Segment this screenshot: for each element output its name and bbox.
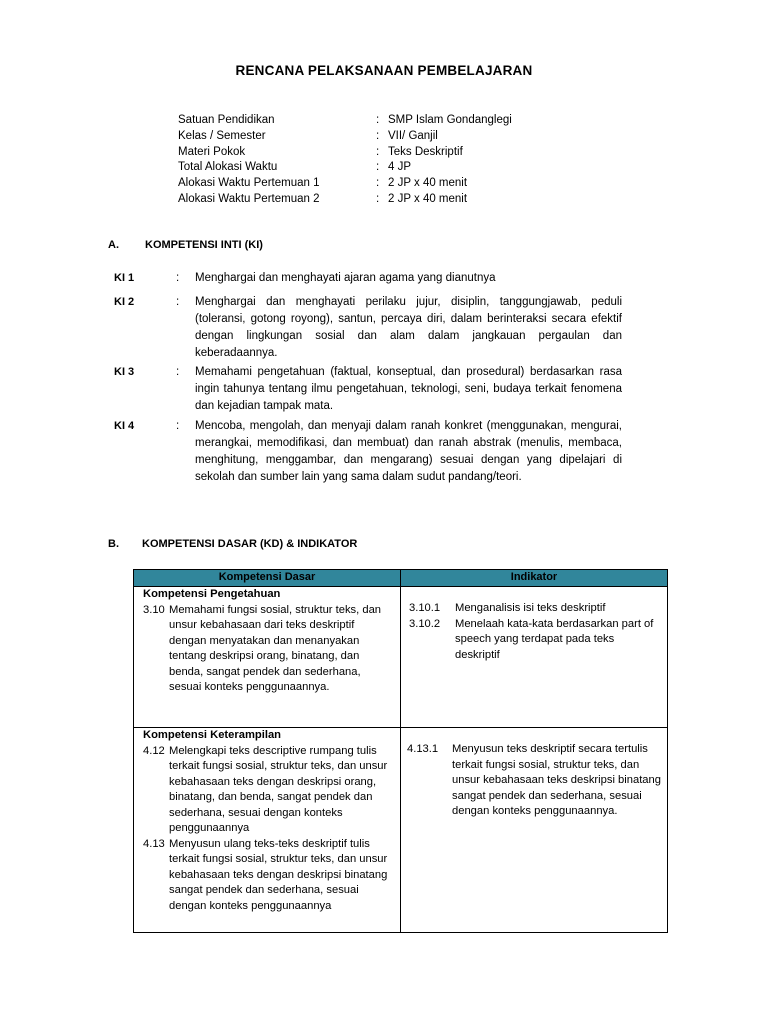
header-indikator: Indikator — [401, 570, 668, 587]
section-b-heading — [108, 538, 508, 554]
indikator-number: 3.10.2 — [409, 617, 441, 630]
table-row — [134, 587, 668, 728]
ki-item — [114, 270, 622, 287]
ki-text: Menghargai dan menghayati perilaku jujur, disiplin, tanggungjawab, peduli (toleransi, gotong royong), santun, percaya diri, dalam berinteraksi secara efektif dengan lingkungan sosial dan alam dalam jangkauan pergaulan dan keberadaannya. — [195, 296, 622, 359]
info-colon: : — [376, 145, 380, 158]
indikator-item — [409, 601, 667, 617]
info-value: 2 JP x 40 menit — [388, 177, 468, 190]
info-colon: : — [376, 114, 380, 126]
kd-number: 3.10 — [143, 603, 165, 616]
ki-colon: : — [176, 296, 180, 308]
kd-number: 4.13 — [143, 837, 165, 850]
info-label: Kelas / Semester — [178, 129, 266, 142]
ki-text: Menghargai dan menghayati ajaran agama yang dianutnya — [195, 272, 496, 284]
info-value: 2 JP x 40 menit — [388, 192, 468, 205]
info-row — [178, 192, 512, 208]
info-row — [178, 145, 512, 161]
indikator-item — [407, 742, 667, 820]
ki-item — [114, 294, 622, 362]
indikator-cell — [401, 728, 668, 933]
info-colon: : — [376, 192, 380, 205]
header-kompetensi-dasar: Kompetensi Dasar — [134, 570, 401, 587]
section-letter: B. — [108, 538, 119, 550]
info-value: Teks Deskriptif — [388, 145, 463, 158]
ki-colon: : — [176, 420, 180, 432]
info-label: Alokasi Waktu Pertemuan 1 — [178, 177, 320, 190]
info-value: SMP Islam Gondanglegi — [388, 114, 512, 126]
table-header-row — [134, 570, 668, 587]
kd-indikator-table — [133, 569, 668, 933]
ki-label: KI 4 — [114, 420, 135, 432]
kd-text: Melengkapi teks descriptive rumpang tulis terkait fungsi sosial, struktur teks, dan unsur kebahasaan teks dengan deskripsi orang, binatang, dan benda, sangat pendek dan sederhana, sesuai dengan konteks penggunaannya — [169, 744, 388, 834]
info-row — [178, 113, 512, 129]
kd-item — [134, 837, 400, 915]
ki-label: KI 2 — [114, 296, 135, 308]
category-label: Kompetensi Keterampilan — [143, 729, 282, 741]
kd-item — [134, 603, 400, 696]
kd-item — [134, 744, 400, 837]
ki-text: Memahami pengetahuan (faktual, konseptual, dan prosedural) berdasarkan rasa ingin tahunya tentang ilmu pengetahuan, teknologi, seni, budaya terkait fenomena dan kejadian tampak mata. — [195, 366, 622, 412]
identity-info — [178, 113, 512, 208]
info-row — [178, 129, 512, 145]
indikator-item — [409, 617, 667, 664]
indikator-number: 4.13.1 — [407, 743, 439, 755]
indikator-cell — [401, 587, 668, 728]
ki-label: KI 3 — [114, 366, 135, 378]
info-colon: : — [376, 161, 380, 174]
ki-label: KI 1 — [114, 272, 135, 284]
info-label: Alokasi Waktu Pertemuan 2 — [178, 192, 320, 205]
indikator-text: Menganalisis isi teks deskriptif — [455, 602, 606, 614]
info-colon: : — [376, 129, 380, 142]
indikator-text: Menelaah kata-kata berdasarkan part of speech yang terdapat pada teks deskriptif — [455, 617, 654, 661]
info-value: VII/ Ganjil — [388, 129, 438, 142]
section-title: KOMPETENSI DASAR (KD) & INDIKATOR — [142, 538, 358, 550]
section-a-heading — [108, 239, 508, 255]
info-value: 4 JP — [388, 161, 412, 174]
indikator-number: 3.10.1 — [409, 602, 441, 614]
ki-item — [114, 364, 622, 415]
info-label: Materi Pokok — [178, 145, 246, 158]
section-letter: A. — [108, 239, 119, 251]
table-row — [134, 728, 668, 933]
info-label: Total Alokasi Waktu — [178, 161, 278, 174]
ki-colon: : — [176, 366, 180, 378]
document-title: RENCANA PELAKSANAAN PEMBELAJARAN — [235, 63, 533, 78]
kd-cell — [134, 728, 401, 933]
info-label: Satuan Pendidikan — [178, 114, 275, 126]
indikator-text: Menyusun teks deskriptif secara tertulis terkait fungsi sosial, struktur teks, dan unsur kebahasaan teks deskripsi binatang sangat pendek dan sederhana, sesuai dengan konteks penggunaannya. — [452, 743, 661, 817]
kd-cell — [134, 587, 401, 728]
kd-text: Menyusun ulang teks-teks deskriptif tulis terkait fungsi sosial, struktur teks, dan unsur kebahasaan teks dengan deskripsi binatang sangat pendek dan sederhana, sesuai dengan konteks penggunaannya — [169, 837, 388, 912]
ki-colon: : — [176, 272, 180, 284]
ki-item — [114, 418, 622, 486]
kd-number: 4.12 — [143, 744, 165, 757]
info-row — [178, 176, 512, 192]
category-label: Kompetensi Pengetahuan — [143, 588, 281, 600]
info-colon: : — [376, 177, 380, 190]
kd-text: Memahami fungsi sosial, struktur teks, dan unsur kebahasaan dari teks deskriptif dengan menyatakan dan menanyakan tentang deskripsi orang, binatang, dan benda, sangat pendek dan sederhana, sesuai konteks penggunaannya. — [169, 603, 382, 693]
section-title: KOMPETENSI INTI (KI) — [145, 239, 263, 251]
info-row — [178, 160, 512, 176]
ki-text: Mencoba, mengolah, dan menyaji dalam ranah konkret (menggunakan, mengurai, merangkai, memodifikasi, dan membuat) dan ranah abstrak (menulis, membaca, menghitung, menggambar, dan mengarang) sesuai dengan yang dipelajari di sekolah dan sumber lain yang sama dalam sudut pandang/teori. — [195, 420, 622, 483]
